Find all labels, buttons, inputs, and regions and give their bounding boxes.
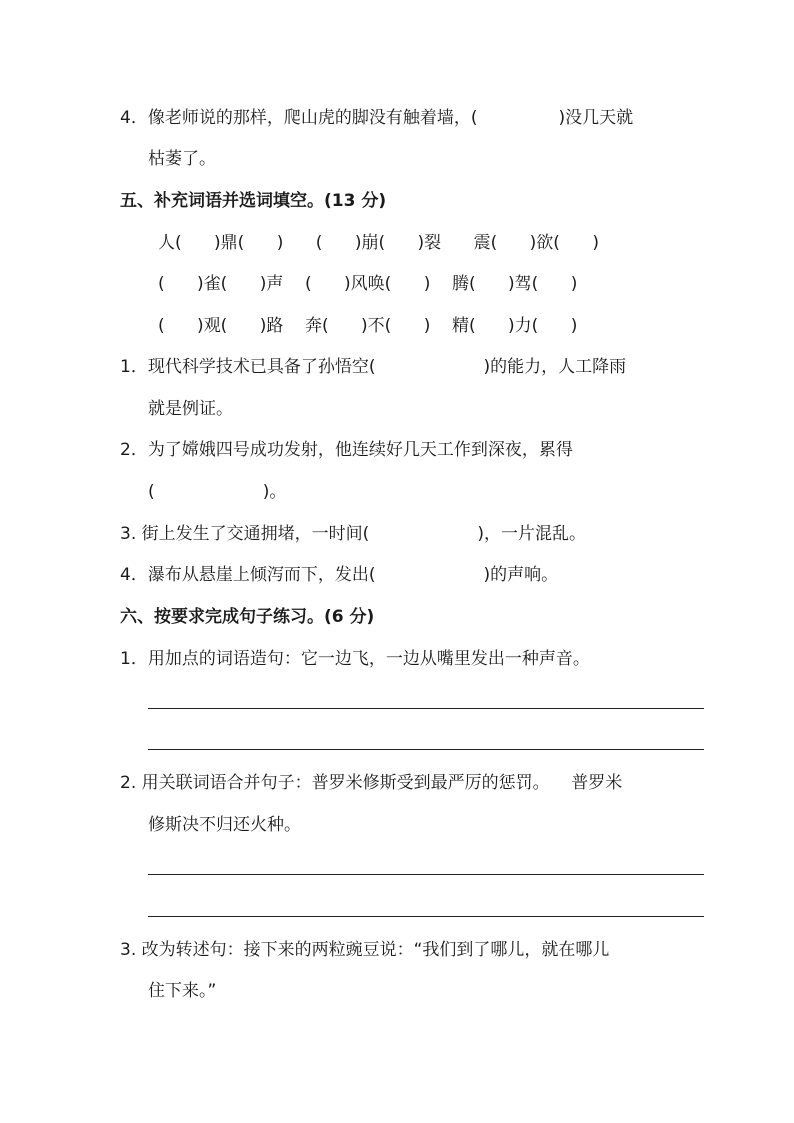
question-4-line-2: 枯萎了。 (148, 149, 216, 169)
answer-line (148, 708, 704, 709)
fill-question-2-line-2: ( )。 (148, 482, 287, 502)
sentence-question-1: 1．用加点的词语造句：它一边飞，一边从嘴里发出一种声音。 (120, 649, 590, 669)
answer-line (148, 874, 704, 875)
fill-question-1-line-1: 1．现代科学技术已具备了孙悟空( )的能力，人工降雨 (120, 357, 627, 377)
answer-line (148, 916, 704, 917)
fill-question-2-line-1: 2．为了嫦娥四号成功发射，他连续好几天工作到深夜，累得 (120, 440, 573, 460)
sentence-question-2-line-2: 修斯决不归还火种。 (148, 815, 301, 835)
sentence-question-3-line-1: 3. 改为转述句：接下来的两粒豌豆说：“我们到了哪儿，就在哪儿 (120, 940, 610, 960)
idiom-row-2: ( )雀( )声 ( )风唤( ) 腾( )驾( ) (158, 274, 578, 294)
fill-question-4: 4．瀑布从悬崖上倾泻而下，发出( )的声响。 (120, 565, 559, 585)
fill-question-3: 3. 街上发生了交通拥堵，一时间( )，一片混乱。 (120, 524, 586, 544)
sentence-question-2-line-1: 2. 用关联词语合并句子：普罗米修斯受到最严厉的惩罚。 普罗米 (120, 773, 623, 793)
fill-question-1-line-2: 就是例证。 (148, 399, 233, 419)
section-6-heading: 六、按要求完成句子练习。(6 分) (120, 607, 375, 627)
section-5-heading: 五、补充词语并选词填空。(13 分) (120, 191, 387, 211)
sentence-question-3-line-2: 住下来。” (148, 981, 217, 1001)
question-4-line-1: 4．像老师说的那样，爬山虎的脚没有触着墙，( )没几天就 (120, 108, 634, 128)
idiom-row-1: 人( )鼎( ) ( )崩( )裂 震( )欲( ) (158, 233, 599, 253)
answer-line (148, 749, 704, 750)
idiom-row-3: ( )观( )路 奔( )不( ) 精( )力( ) (158, 316, 578, 336)
